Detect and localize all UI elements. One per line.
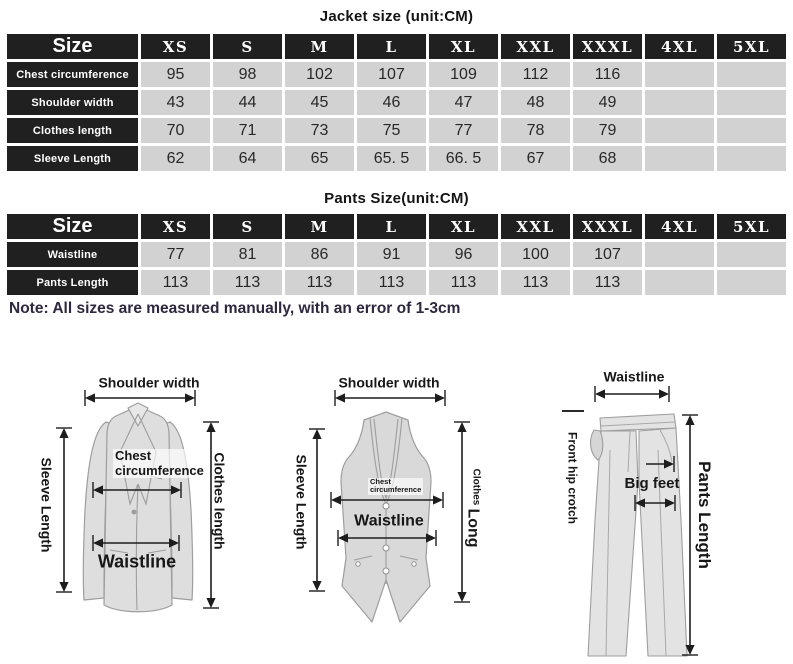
big-feet-label: Big feet [624, 475, 680, 493]
value-cell: 65. 5 [356, 145, 428, 173]
value-cell: 75 [356, 117, 428, 145]
jacket-size-table [4, 31, 789, 174]
jacket-shoulder-width-arrow [84, 390, 196, 406]
vest-shoulder-width-arrow [334, 390, 446, 406]
value-cell: 113 [428, 269, 500, 297]
pants-table-title: Pants Size(unit:CM) [324, 190, 469, 207]
value-cell [644, 117, 716, 145]
value-cell: 102 [284, 61, 356, 89]
value-cell: 62 [140, 145, 212, 173]
value-cell [644, 145, 716, 173]
jacket-table-title: Jacket size (unit:CM) [319, 8, 474, 25]
value-cell: 68 [572, 145, 644, 173]
pants-waistline-arrow [594, 386, 670, 402]
value-cell: 113 [140, 269, 212, 297]
table-row [6, 117, 788, 145]
jacket-waistline-arrow [92, 535, 180, 551]
value-cell: 73 [284, 117, 356, 145]
value-cell [716, 89, 788, 117]
value-cell: 77 [428, 117, 500, 145]
col-header-cell: M [284, 33, 356, 61]
value-cell: 113 [356, 269, 428, 297]
pants-length-label: Pants Length [694, 461, 714, 569]
row-label-cell: Chest circumference [6, 61, 140, 89]
jacket-clothes-length-label: Clothes length [211, 452, 228, 550]
vest-sleeve-length-label: Sleeve Length [293, 454, 310, 550]
value-cell: 64 [212, 145, 284, 173]
table-row [6, 89, 788, 117]
value-cell: 48 [500, 89, 572, 117]
col-header-cell: S [212, 213, 284, 241]
value-cell: 100 [500, 241, 572, 269]
pants-length-arrow [682, 414, 698, 656]
value-cell: 45 [284, 89, 356, 117]
col-header-cell: XL [428, 33, 500, 61]
jacket-chest-circumference-label [113, 449, 206, 478]
value-cell: 67 [500, 145, 572, 173]
value-cell: 70 [140, 117, 212, 145]
value-cell [644, 241, 716, 269]
value-cell: 113 [212, 269, 284, 297]
row-label-cell: Pants Length [6, 269, 140, 297]
pants-waistline-label: Waistline [603, 368, 665, 385]
value-cell: 71 [212, 117, 284, 145]
value-cell: 49 [572, 89, 644, 117]
col-header-cell: 4XL [644, 33, 716, 61]
col-header-cell: XS [140, 213, 212, 241]
table-row [6, 145, 788, 173]
big-feet-lower-arrow [634, 495, 676, 511]
pants-size-table [4, 211, 789, 298]
vest-clothes-label: Clothes [470, 468, 482, 506]
value-cell: 79 [572, 117, 644, 145]
front-hip-crotch-label: Front hip crotch [565, 432, 580, 524]
value-cell: 81 [212, 241, 284, 269]
jacket-shoulder-width-label: Shoulder width [98, 374, 200, 391]
value-cell: 109 [428, 61, 500, 89]
value-cell [644, 61, 716, 89]
jacket-chest-line1: Chest [115, 448, 152, 463]
value-cell: 47 [428, 89, 500, 117]
col-header-cell: XS [140, 33, 212, 61]
front-hip-crotch-tick [562, 410, 584, 412]
vest-sleeve-length-arrow [309, 428, 325, 592]
jacket-sleeve-length-arrow [56, 427, 72, 593]
col-header-cell: XXL [500, 33, 572, 61]
table-row [6, 61, 788, 89]
value-cell: 86 [284, 241, 356, 269]
col-header-cell: XXXL [572, 33, 644, 61]
value-cell: 95 [140, 61, 212, 89]
value-cell [716, 61, 788, 89]
table-row [6, 241, 788, 269]
value-cell: 116 [572, 61, 644, 89]
value-cell [716, 145, 788, 173]
value-cell: 78 [500, 117, 572, 145]
col-header-cell: S [212, 33, 284, 61]
value-cell: 44 [212, 89, 284, 117]
value-cell: 96 [428, 241, 500, 269]
col-header-cell: L [356, 33, 428, 61]
big-feet-upper-arrow [645, 456, 675, 472]
value-cell: 113 [284, 269, 356, 297]
col-header-cell: 4XL [644, 213, 716, 241]
header-row [6, 213, 788, 241]
vest-waistline-label: Waistline [354, 512, 424, 530]
value-cell: 107 [572, 241, 644, 269]
vest-waistline-arrow [337, 530, 437, 546]
row-label-cell: Sleeve Length [6, 145, 140, 173]
value-cell: 113 [572, 269, 644, 297]
jacket-waistline-label: Waistline [97, 551, 177, 572]
value-cell: 91 [356, 241, 428, 269]
header-row [6, 33, 788, 61]
col-header-cell: XXL [500, 213, 572, 241]
vest-long-label: Long [464, 508, 482, 548]
col-header-cell: L [356, 213, 428, 241]
value-cell: 98 [212, 61, 284, 89]
size-corner-cell: Size [6, 33, 140, 61]
col-header-cell: XXXL [572, 213, 644, 241]
value-cell: 112 [500, 61, 572, 89]
jacket-chest-arrow [92, 482, 182, 498]
value-cell: 107 [356, 61, 428, 89]
row-label-cell: Clothes length [6, 117, 140, 145]
row-label-cell: Shoulder width [6, 89, 140, 117]
vest-chest-line1: Chest [370, 477, 391, 486]
value-cell [716, 117, 788, 145]
col-header-cell: XL [428, 213, 500, 241]
row-label-cell: Waistline [6, 241, 140, 269]
vest-clothes-long-arrow [454, 421, 470, 603]
value-cell [644, 89, 716, 117]
value-cell: 46 [356, 89, 428, 117]
vest-shoulder-width-label: Shoulder width [338, 374, 440, 391]
value-cell [716, 241, 788, 269]
table-row [6, 269, 788, 297]
value-cell [644, 269, 716, 297]
value-cell: 43 [140, 89, 212, 117]
jacket-illustration [62, 400, 214, 622]
pants-illustration [586, 410, 696, 662]
col-header-cell: M [284, 213, 356, 241]
vest-chest-line2: circumference [370, 485, 422, 495]
col-header-cell: 5XL [716, 213, 788, 241]
jacket-chest-line2: circumference [115, 462, 204, 478]
size-corner-cell: Size [6, 213, 140, 241]
jacket-sleeve-length-label: Sleeve Length [38, 457, 55, 553]
value-cell: 65 [284, 145, 356, 173]
jacket-clothes-length-arrow [203, 421, 219, 609]
note-text: Note: All sizes are measured manually, with an error of 1-3cm [9, 300, 461, 317]
value-cell [716, 269, 788, 297]
vest-chest-arrow [330, 492, 444, 508]
col-header-cell: 5XL [716, 33, 788, 61]
value-cell: 113 [500, 269, 572, 297]
value-cell: 66. 5 [428, 145, 500, 173]
value-cell: 77 [140, 241, 212, 269]
